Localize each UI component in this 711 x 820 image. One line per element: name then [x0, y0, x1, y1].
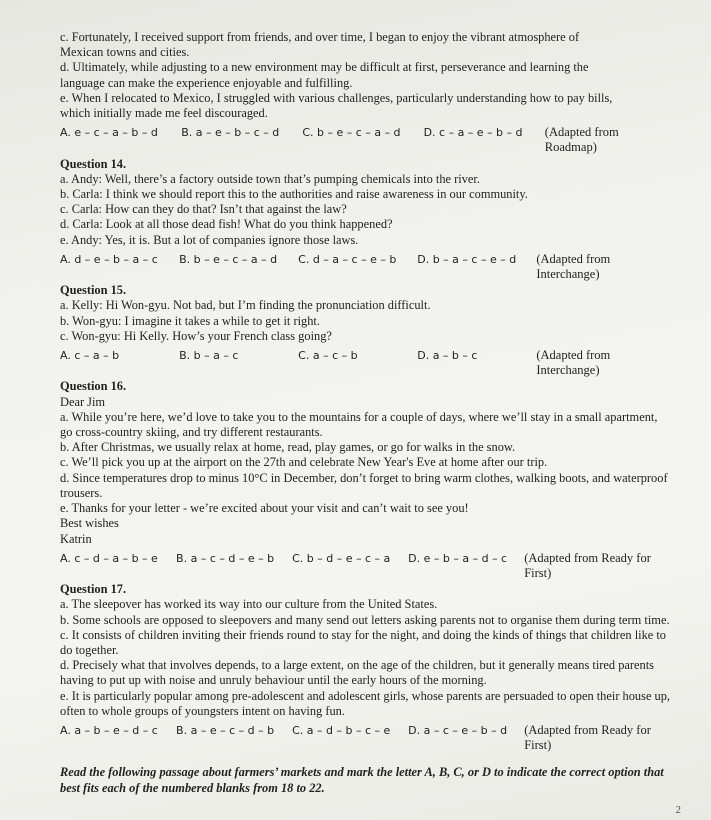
- q17-item-d: d. Precisely what that involves depends, to a large extent, on the age of the children, but it generally means tired parents having to put up with noise and unruly behaviour until the early hours of the morning.: [60, 658, 654, 688]
- q13-option-b[interactable]: B. a – e – b – c – d: [181, 126, 280, 140]
- page-number: 2: [675, 803, 681, 816]
- q17-item-a: a. The sleepover has worked its way into our culture from the United States.: [60, 597, 438, 612]
- q15-title: Question 15.: [60, 283, 127, 298]
- q13-item-c: c. Fortunately, I received support from friends, and over time, I began to enjoy the vibrant atmosphere of: [60, 30, 580, 44]
- q14-title: Question 14.: [60, 156, 127, 171]
- q14-option-a[interactable]: A. d – e – b – a – c: [60, 252, 158, 266]
- q13-item-d: d. Ultimately, while adjusting to a new environment may be difficult at first, perseverance and learning the: [60, 60, 589, 75]
- q16-item-c: c. We’ll pick you up at the airport on the 27th and celebrate New Year's Eve at home after our trip.: [60, 455, 548, 470]
- q15-option-c[interactable]: C. a – c – b: [298, 349, 358, 363]
- q15-options: [60, 348, 671, 378]
- q14-line-c: c. Carla: How can they do that? Isn’t that against the law?: [60, 202, 347, 217]
- q17-source: (Adapted from Ready for First): [524, 722, 651, 753]
- q13-item-e: e. When I relocated to Mexico, I struggled with various challenges, particularly understanding how to pay bills,: [60, 90, 613, 105]
- q13-option-d[interactable]: D. c – a – e – b – d: [423, 126, 523, 140]
- q16-greeting: Dear Jim: [60, 394, 106, 409]
- q16-source: (Adapted from Ready for First): [524, 550, 651, 580]
- q17-option-d[interactable]: D. a – c – e – b – d: [408, 723, 508, 737]
- q13-item-d-cont: language can make the experience enjoyable and fulfilling.: [60, 75, 353, 90]
- q17-title: Question 17.: [60, 582, 127, 597]
- q13-source: (Adapted from Roadmap): [544, 125, 619, 155]
- q17-option-c[interactable]: C. a – d – b – c – e: [292, 723, 391, 737]
- q16-item-b: b. After Christmas, we usually relax at home, read, play games, or go for walks in the snow.: [60, 440, 516, 455]
- q15-line-c: c. Won-gyu: Hi Kelly. How’s your French class going?: [60, 328, 332, 343]
- q16-item-d: d. Since temperatures drop to minus 10°C in December, don’t forget to bring warm clothes, walking boots, and waterproof trousers.: [60, 470, 668, 500]
- q14-source: (Adapted from Interchange): [536, 251, 611, 282]
- q17-option-b[interactable]: B. a – e – c – d – b: [176, 723, 275, 737]
- q16-closing: Best wishes: [60, 516, 119, 531]
- q16-item-a: a. While you’re here, we’d love to take you to the mountains for a couple of days, where we’ll stay in a small apartment, go cross-country skiing, and try different restaurants.: [60, 409, 658, 440]
- q15-option-a[interactable]: A. c – a – b: [60, 349, 120, 363]
- q13-item-c-cont: Mexican towns and cities.: [60, 45, 190, 60]
- q14-line-a: a. Andy: Well, there’s a factory outside town that’s pumping chemicals into the river.: [60, 171, 480, 186]
- q16-options: [60, 551, 671, 581]
- q16-option-a[interactable]: A. c – d – a – b – e: [60, 551, 158, 565]
- q15-option-b[interactable]: B. b – a – c: [179, 349, 239, 363]
- q14-options: [60, 252, 671, 282]
- q15-source: (Adapted from Interchange): [536, 348, 611, 378]
- q13-option-c[interactable]: C. b – e – c – a – d: [302, 126, 401, 140]
- q16-title: Question 16.: [60, 379, 127, 394]
- reading-instruction: Read the following passage about farmers’ markets and mark the letter A, B, C, or D to indicate the correct option that best fits each of the numbered blanks from 18 to 22.: [60, 765, 664, 795]
- q14-option-b[interactable]: B. b – e – c – a – d: [179, 252, 278, 266]
- q16-option-b[interactable]: B. a – c – d – e – b: [176, 551, 275, 565]
- q14-option-d[interactable]: D. b – a – c – e – d: [417, 252, 517, 266]
- q16-signature: Katrin: [60, 531, 92, 546]
- q16-option-d[interactable]: D. e – b – a – d – c: [408, 551, 508, 565]
- q17-item-e: e. It is particularly popular among pre-adolescent and adolescent girls, whose parents are persuaded to open their house up, often to whole groups of youngsters intent on having fun.: [60, 688, 671, 718]
- q17-options: [60, 723, 671, 753]
- q14-option-c[interactable]: C. d – a – c – e – b: [298, 252, 397, 266]
- q13-item-e-cont: which initially made me feel discouraged.: [60, 106, 268, 121]
- q17-item-c: c. It consists of children inviting their friends round to stay for the night, and doing the kinds of things that children like to do together.: [60, 627, 667, 657]
- q13-option-a[interactable]: A. e – c – a – b – d: [60, 126, 158, 140]
- q17-option-a[interactable]: A. a – b – e – d – c: [60, 723, 158, 737]
- q16-option-c[interactable]: C. b – d – e – c – a: [292, 551, 391, 565]
- q17-item-b: b. Some schools are opposed to sleepovers and many send out letters asking parents not to organise them during term time.: [60, 612, 670, 627]
- q14-line-e: e. Andy: Yes, it is. But a lot of companies ignore those laws.: [60, 232, 359, 247]
- q15-option-d[interactable]: D. a – b – c: [417, 349, 478, 363]
- q13-options: [60, 125, 671, 155]
- q15-line-b: b. Won-gyu: I imagine it takes a while to get it right.: [60, 313, 320, 328]
- q14-line-b: b. Carla: I think we should report this to the authorities and raise awareness in our community.: [60, 187, 528, 202]
- q16-item-e: e. Thanks for your letter - we’re excited about your visit and can’t wait to see you!: [60, 501, 469, 516]
- q15-line-a: a. Kelly: Hi Won-gyu. Not bad, but I’m finding the pronunciation difficult.: [60, 298, 431, 313]
- q14-line-d: d. Carla: Look at all those dead fish! What do you think happened?: [60, 217, 393, 232]
